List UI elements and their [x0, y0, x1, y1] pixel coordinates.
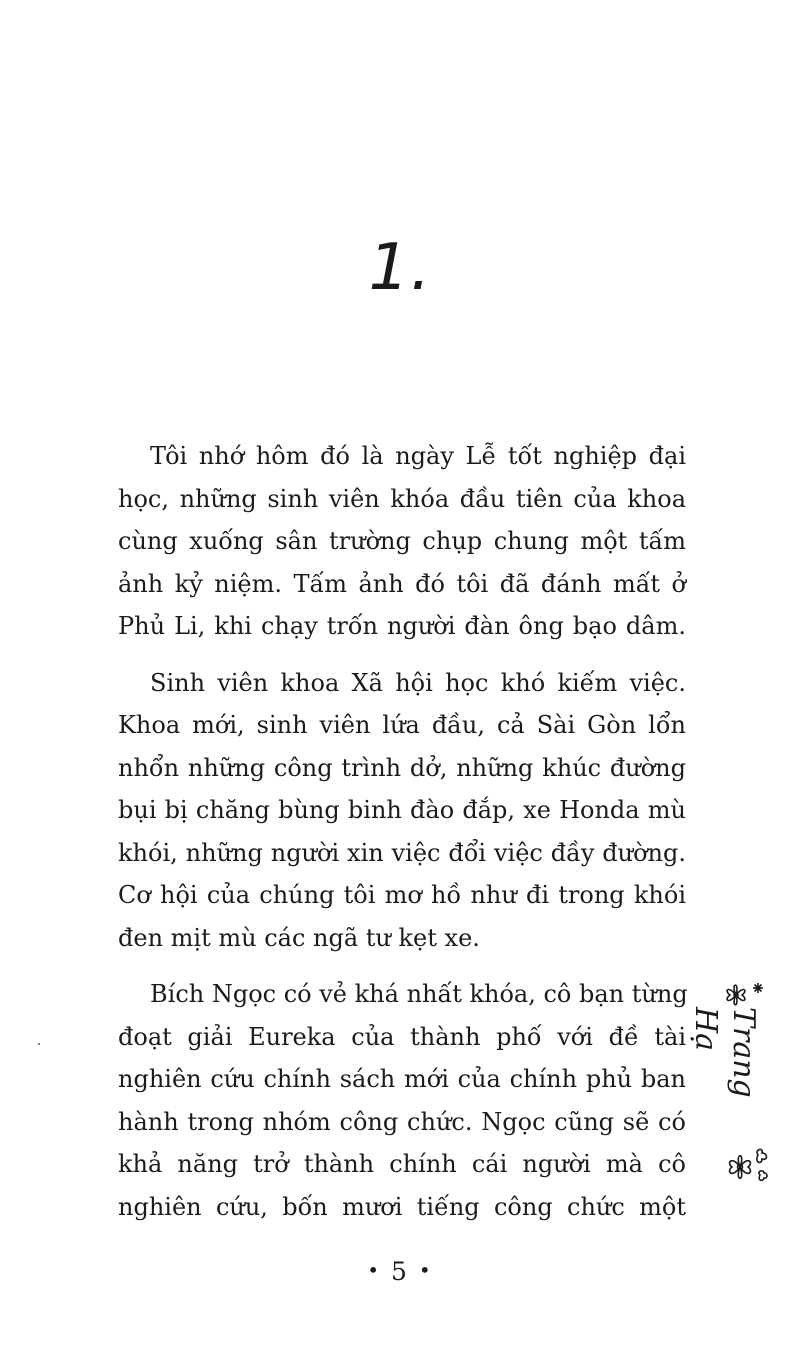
page-number-dot: • [418, 1258, 433, 1282]
chapter-number: 1. [368, 231, 432, 305]
paragraph-line: đoạt giải Eureka của thành phố với đề tài [118, 1022, 686, 1051]
paragraph-line: Khoa mới, sinh viên lứa đầu, cả Sài Gòn lổn [118, 711, 686, 739]
flower-cluster-icon [720, 1141, 780, 1191]
paragraph-line: ảnh kỷ niệm. Tấm ảnh đó tôi đã đánh mất ở [118, 569, 686, 598]
page-number [0, 1257, 800, 1286]
paragraph-line: Tôi nhớ hôm đó là ngày Lễ tốt nghiệp đại [150, 442, 686, 470]
paragraph-line: hành trong nhóm công chức. Ngọc cũng sẽ có [118, 1107, 686, 1136]
paragraph-line: đen mịt mù các ngã tư kẹt xe. [118, 923, 480, 952]
paragraph-2 [118, 662, 686, 960]
paragraph-line: nghiên cứu chính sách mới của chính phủ ban [118, 1065, 686, 1093]
print-speck [38, 1043, 40, 1045]
paragraph-line: khói, những người xin việc đổi việc đầy đường. [118, 838, 686, 867]
paragraph-line: học, những sinh viên khóa đầu tiên của khoa [118, 484, 686, 513]
paragraph-line: Cơ hội của chúng tôi mơ hồ như đi trong khói [118, 881, 686, 909]
side-title-ornament [688, 975, 798, 1195]
paragraph-line: Sinh viên khoa Xã hội học khó kiếm việc. [150, 668, 686, 697]
paragraph-line: nghiên cứu, bốn mươi tiếng công chức một [118, 1192, 686, 1221]
paragraph-line: nhổn những công trình dở, những khúc đường [118, 753, 686, 782]
paragraph-line: Bích Ngọc có vẻ khá nhất khóa, cô bạn từng [150, 980, 688, 1008]
paragraph-line: cùng xuống sân trường chụp chung một tấm [118, 527, 686, 555]
paragraph-line: bụi bị chăng bùng binh đào đắp, xe Honda mù [118, 796, 686, 824]
page-number-value: 5 [391, 1257, 409, 1286]
paragraph-1 [118, 435, 686, 648]
paragraph-3 [118, 973, 686, 1228]
page-number-dot: • [367, 1258, 382, 1282]
body-text [118, 435, 686, 1242]
paragraph-line: Phủ Li, khi chạy trốn người đàn ông bạo dâm. [118, 612, 686, 640]
side-title-text: Trang Hạ [688, 1007, 761, 1098]
paragraph-line: khả năng trở thành chính cái người mà cô [118, 1150, 686, 1178]
